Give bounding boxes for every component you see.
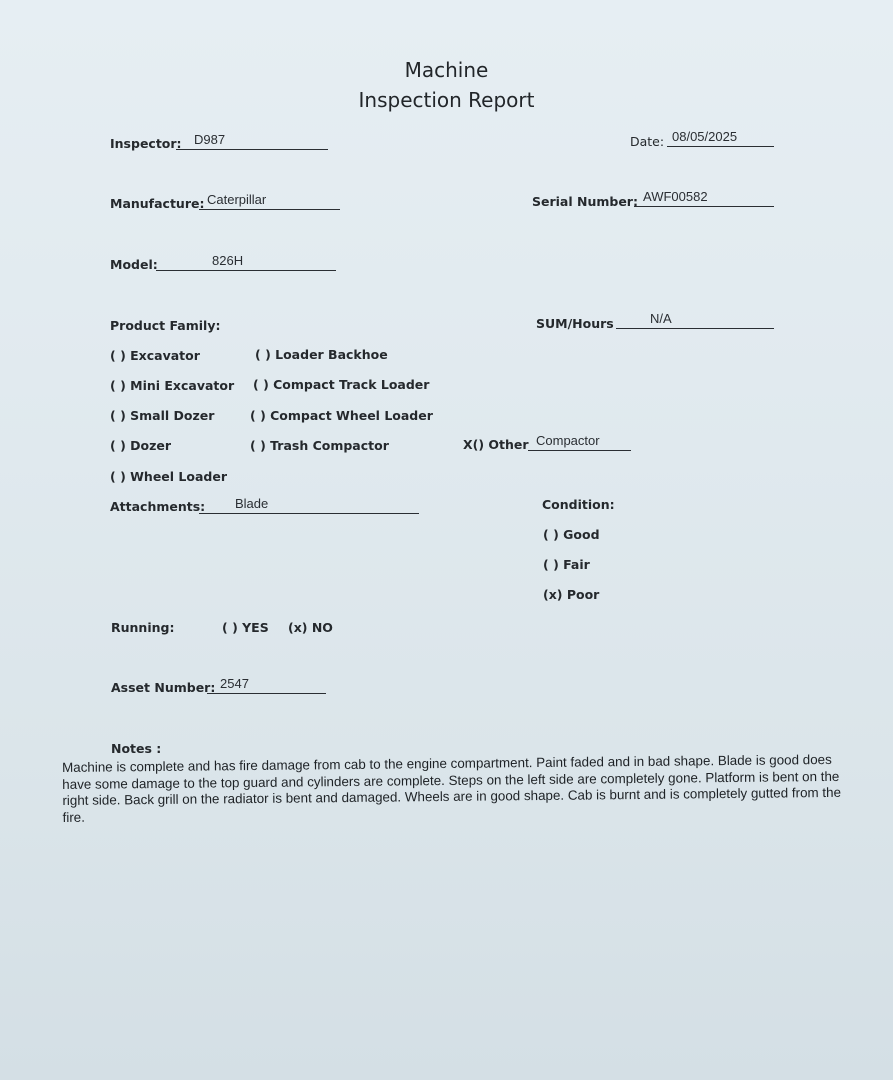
- condition-fair[interactable]: ( ) Fair: [543, 557, 590, 572]
- option-excavator[interactable]: ( ) Excavator: [110, 348, 200, 363]
- report-title-line2: Inspection Report: [358, 88, 535, 112]
- option-small-dozer[interactable]: ( ) Small Dozer: [110, 408, 215, 423]
- other-value: Compactor: [536, 433, 600, 448]
- asset-number-value: 2547: [220, 676, 249, 691]
- date-label: Date:: [630, 134, 665, 149]
- date-value: 08/05/2025: [672, 129, 738, 144]
- serial-number-field: [634, 188, 774, 207]
- notes-text: Machine is complete and has fire damage from cab to the engine compartment. Paint faded and in bad shape. Blade is good does have some damage to the top guard and cylinders are complete. Steps on the left side are completely gone. Platform is bent on the right side. Back grill on the radiator is bent and damaged. Wheels are in good shape. Cab is burnt and is completely gutted from the fire.: [62, 751, 842, 825]
- notes-label: Notes :: [111, 741, 162, 756]
- running-label: Running:: [111, 620, 175, 635]
- model-value: 826H: [212, 253, 244, 268]
- condition-poor[interactable]: (x) Poor: [543, 587, 600, 602]
- inspector-field: [176, 131, 328, 150]
- option-compact-track-loader[interactable]: ( ) Compact Track Loader: [253, 377, 430, 392]
- sum-hours-value: N/A: [650, 311, 672, 326]
- asset-number-field: [207, 675, 326, 694]
- running-yes[interactable]: ( ) YES: [222, 620, 269, 635]
- running-no[interactable]: (x) NO: [288, 620, 333, 635]
- option-trash-compactor[interactable]: ( ) Trash Compactor: [250, 438, 389, 453]
- product-family-label: Product Family:: [110, 318, 221, 333]
- date-field: [667, 128, 774, 147]
- option-compact-wheel-loader[interactable]: ( ) Compact Wheel Loader: [250, 408, 433, 423]
- option-dozer[interactable]: ( ) Dozer: [110, 438, 172, 453]
- condition-good[interactable]: ( ) Good: [543, 527, 600, 542]
- report-title-line1: Machine: [404, 58, 489, 82]
- inspector-value: D987: [194, 132, 226, 147]
- sum-hours-field: [616, 310, 774, 329]
- serial-number-value: AWF00582: [643, 189, 708, 204]
- option-other[interactable]: X() Other: [463, 437, 529, 452]
- manufacture-value: Caterpillar: [207, 192, 267, 207]
- asset-number-label: Asset Number:: [111, 680, 216, 695]
- manufacture-field: [199, 191, 340, 210]
- condition-label: Condition:: [542, 497, 615, 512]
- attachments-value: Blade: [235, 496, 269, 511]
- attachments-label: Attachments:: [110, 499, 206, 514]
- sum-hours-label: SUM/Hours: [536, 316, 614, 331]
- model-label: Model:: [110, 257, 158, 272]
- other-field: [528, 432, 631, 451]
- option-wheel-loader[interactable]: ( ) Wheel Loader: [110, 469, 227, 484]
- option-mini-excavator[interactable]: ( ) Mini Excavator: [110, 378, 235, 393]
- attachments-field: [199, 495, 419, 514]
- manufacture-label: Manufacture:: [110, 196, 205, 211]
- inspector-label: Inspector:: [110, 136, 182, 151]
- model-field: [156, 252, 336, 271]
- serial-number-label: Serial Number:: [532, 194, 638, 209]
- option-loader-backhoe[interactable]: ( ) Loader Backhoe: [255, 347, 388, 362]
